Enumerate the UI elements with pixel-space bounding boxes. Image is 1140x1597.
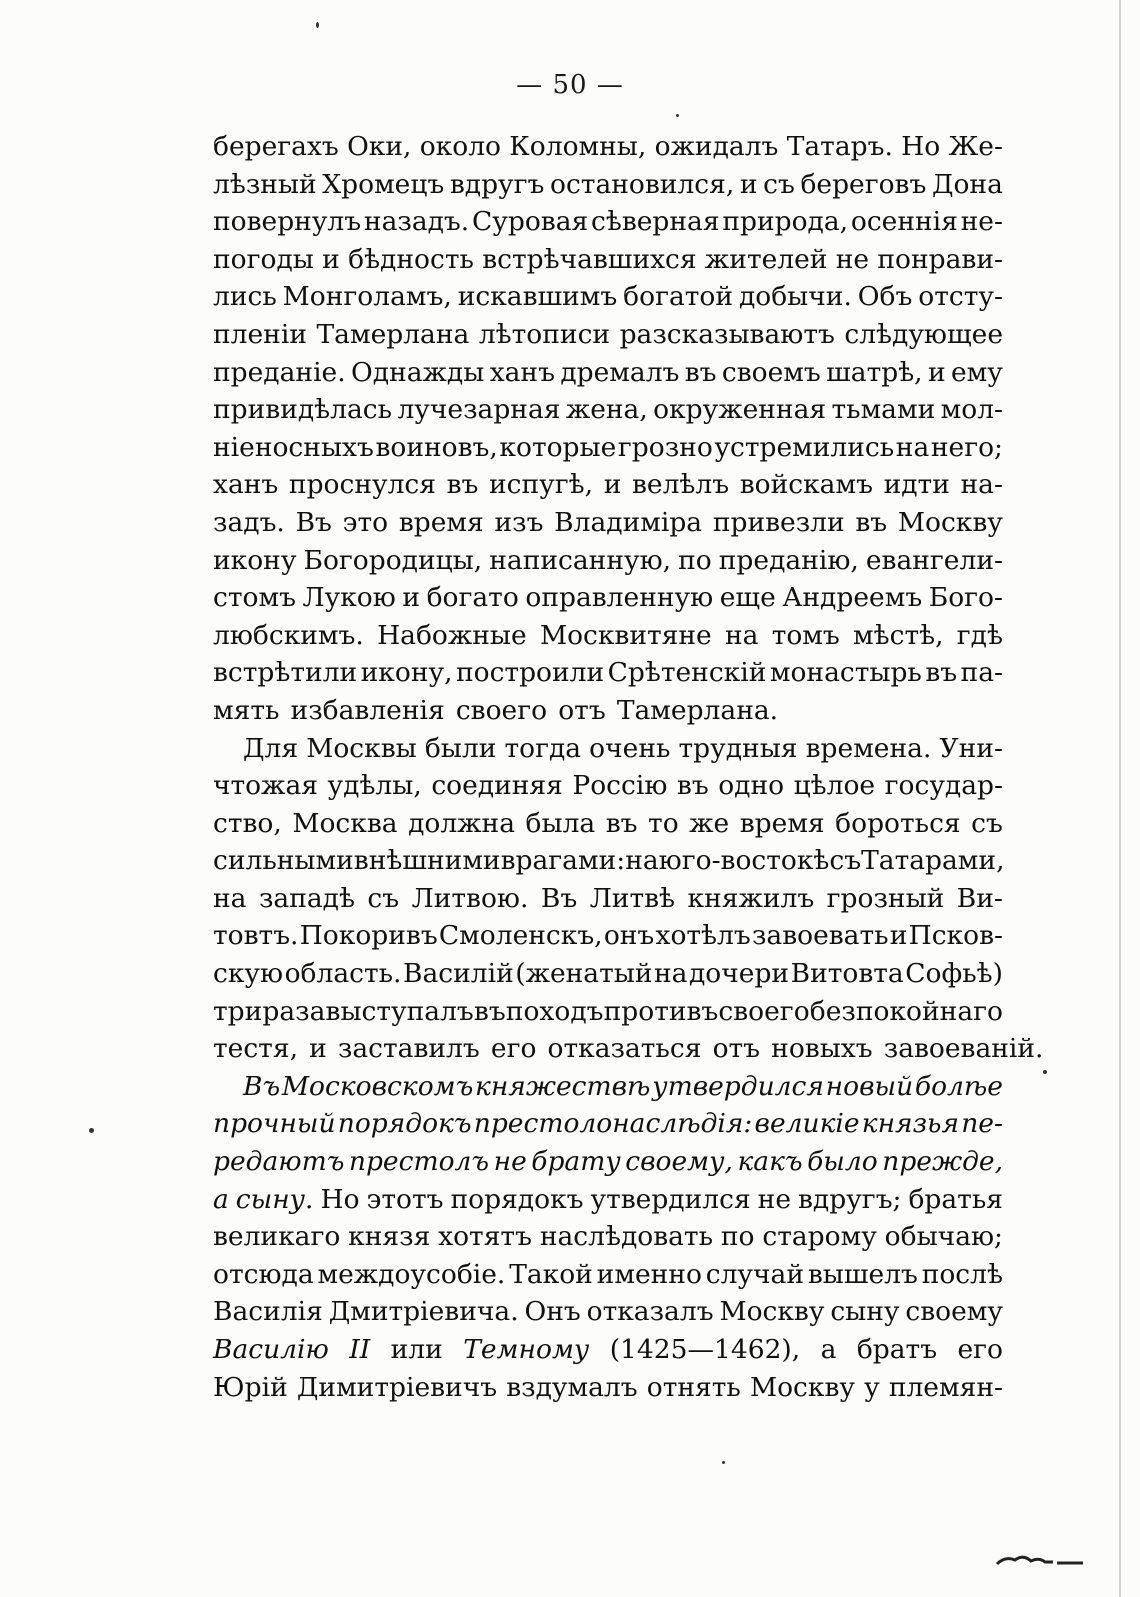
word: Москву — [719, 1296, 825, 1328]
word: на — [654, 958, 688, 990]
word: Москва — [292, 807, 398, 839]
word: въ — [473, 995, 506, 1027]
text-line — [213, 278, 1003, 316]
word: велѣлъ — [631, 469, 730, 501]
word: Онъ — [524, 1296, 581, 1328]
word: по — [720, 1221, 755, 1253]
ink-speck — [316, 22, 319, 28]
word: мѣстѣ, — [853, 619, 944, 651]
word: Срѣтенскій — [607, 657, 767, 689]
word: избавленія — [290, 694, 445, 726]
word: пленіи — [213, 318, 307, 350]
text-line — [213, 1331, 1003, 1369]
word: должна — [408, 807, 516, 839]
word: внѣшними — [353, 845, 501, 877]
word: жителей — [704, 243, 828, 275]
word: завоевать — [751, 920, 889, 952]
word: Литвою. — [411, 882, 529, 914]
word: князя — [348, 1221, 431, 1253]
word: Однажды — [351, 356, 485, 388]
word: въ — [605, 807, 638, 839]
word: вдругъ — [449, 168, 545, 200]
word: редаютъ — [213, 1146, 345, 1178]
text-line — [213, 1068, 1003, 1106]
word: раза — [262, 995, 326, 1027]
word: въ — [676, 770, 709, 802]
word: утвердился — [652, 1070, 824, 1102]
word: прежде, — [882, 1146, 1003, 1178]
ink-speck — [1043, 1070, 1047, 1074]
word: Владиміра — [554, 506, 703, 538]
word: окруженная — [653, 394, 827, 426]
word: воиновъ, — [375, 431, 498, 463]
word: Дона — [931, 168, 1003, 200]
word: Хромецъ — [322, 168, 445, 200]
word: Витовта — [790, 958, 904, 990]
word: великіе — [754, 1108, 860, 1140]
word: брату — [531, 1146, 621, 1178]
ink-speck — [89, 1128, 94, 1133]
word: мять — [213, 694, 280, 726]
word: повернулъ — [213, 206, 362, 238]
word: Набожные — [377, 619, 527, 651]
text-line — [213, 1293, 1003, 1331]
word: отъ — [712, 1033, 761, 1065]
word: Литвѣ — [589, 882, 676, 914]
word: и — [603, 469, 622, 501]
text-line — [213, 128, 1003, 166]
word: выступалъ — [325, 995, 474, 1027]
word: въ — [855, 506, 888, 538]
word: въ — [684, 356, 717, 388]
word: тогда — [504, 732, 582, 764]
text-line — [213, 654, 1003, 692]
text-line — [213, 1256, 1003, 1294]
text-line — [213, 617, 1003, 655]
word: въ — [446, 469, 479, 501]
word: племян- — [888, 1371, 1003, 1403]
word: ство, — [213, 807, 282, 839]
word: вышелъ — [807, 1258, 918, 1290]
text-line — [213, 354, 1003, 392]
word: время — [398, 506, 484, 538]
word: грозный — [826, 882, 945, 914]
word: не — [493, 1146, 527, 1178]
word: Суровая — [472, 206, 589, 238]
word: скую — [213, 958, 284, 990]
word: это — [342, 506, 389, 538]
word: престолъ — [348, 1146, 490, 1178]
word: привидѣлась — [213, 394, 393, 426]
word: Тамерлана — [316, 318, 470, 350]
word: устремились — [714, 431, 895, 463]
word: мол- — [940, 394, 1003, 426]
word: стомъ — [213, 582, 296, 614]
word: тестя, — [213, 1033, 298, 1065]
word: осеннія — [850, 206, 958, 238]
text-line — [213, 1143, 1003, 1181]
word: лѣзный — [213, 168, 317, 200]
word: междоусобіе. — [317, 1258, 506, 1290]
word: на — [625, 845, 659, 877]
word: отказалъ — [586, 1296, 714, 1328]
word: а — [213, 1183, 229, 1215]
word: Василій — [402, 958, 514, 990]
word: II — [349, 1334, 371, 1365]
text-line — [213, 880, 1003, 918]
page-number: — 50 — — [516, 70, 624, 100]
word: же — [689, 807, 730, 839]
word: соединяя — [431, 770, 563, 802]
word: сыну — [830, 1296, 900, 1328]
word: удѣлы, — [327, 770, 422, 802]
word: Москву — [749, 1371, 855, 1403]
word: именно — [596, 1258, 702, 1290]
word: Москвитяне — [539, 619, 712, 651]
word: Бого- — [928, 582, 1003, 614]
word: его — [490, 1033, 537, 1065]
word: очень — [589, 732, 671, 764]
word: отказаться — [547, 1033, 702, 1065]
word: назадъ. — [363, 206, 470, 238]
word: и — [402, 582, 421, 614]
word: старому — [762, 1221, 877, 1253]
word: задъ. — [213, 506, 285, 538]
word: на — [213, 882, 247, 914]
word: хотятъ — [438, 1221, 532, 1253]
word: Псков- — [908, 920, 1003, 952]
text-line — [213, 429, 1003, 467]
text-line — [213, 1369, 1003, 1407]
word: великаго — [213, 1221, 341, 1253]
word: Юрій — [213, 1371, 288, 1403]
word: и — [322, 243, 340, 275]
word: Смоленскъ, — [438, 920, 603, 952]
text-line — [213, 391, 1003, 429]
word: встрѣтили — [213, 657, 358, 689]
word: княжилъ — [687, 882, 815, 914]
word: болѣе — [914, 1070, 1003, 1102]
word: Коломны, — [509, 131, 647, 162]
word: съ — [763, 168, 795, 200]
word: престолонаслѣдія: — [473, 1108, 753, 1140]
word: берегахъ — [213, 131, 339, 162]
word: цѣлое — [793, 770, 876, 802]
word: сильными — [213, 845, 354, 877]
ink-speck — [676, 114, 679, 117]
word: сыну. — [235, 1183, 314, 1215]
word: князья — [861, 1108, 960, 1140]
ink-speck — [722, 1461, 725, 1464]
word: братъ — [856, 1334, 938, 1365]
word: то — [648, 807, 679, 839]
text-line — [213, 241, 1003, 279]
word: лѣтописи — [478, 318, 611, 350]
word: ему — [951, 356, 1003, 388]
text-line — [213, 917, 1003, 955]
word: порядокъ — [450, 1183, 584, 1215]
word: природа, — [722, 206, 849, 238]
word: пе- — [961, 1108, 1003, 1140]
word: порядокъ — [337, 1108, 472, 1140]
text-line — [213, 542, 1003, 580]
word: монастырь — [769, 657, 922, 689]
text-line — [213, 993, 1003, 1031]
word: остановился, — [550, 168, 735, 200]
text-line — [213, 805, 1003, 843]
word: Такой — [509, 1258, 593, 1290]
word: Лукою — [302, 582, 396, 614]
text-line — [213, 203, 1003, 241]
word: дочери — [688, 958, 790, 990]
word: Василія — [213, 1296, 323, 1328]
ink-smudge — [995, 1552, 1085, 1566]
text-line — [213, 955, 1003, 993]
word: съ — [829, 845, 862, 877]
word: привезли — [712, 506, 845, 538]
word: Дмитріевича. — [328, 1296, 519, 1328]
word: братья — [908, 1183, 1003, 1215]
word: его — [957, 1334, 1003, 1365]
word: тьмами — [831, 394, 936, 426]
word: въ — [925, 657, 958, 689]
word: онъ — [603, 920, 655, 952]
word: съ — [367, 882, 400, 914]
word: отнять — [646, 1371, 741, 1403]
text-line — [213, 730, 1003, 768]
word: погоды — [213, 243, 314, 275]
word: своему, — [625, 1146, 733, 1178]
word: сѣверная — [591, 206, 720, 238]
word: новыхъ — [771, 1033, 873, 1065]
word: отсту- — [918, 281, 1003, 313]
word: и — [927, 356, 946, 388]
word: трудныя — [678, 732, 798, 764]
word: икону — [213, 544, 297, 576]
text-line — [213, 1181, 1003, 1219]
word: и — [739, 168, 758, 200]
text-line — [213, 504, 1003, 542]
word: лучезарная — [397, 394, 561, 426]
word: Ви- — [956, 882, 1003, 914]
word: встрѣчавшихся — [482, 243, 697, 275]
word: послѣ — [921, 1258, 1003, 1290]
text-line — [213, 466, 1003, 504]
text-line — [213, 1030, 1044, 1068]
word: ханъ — [213, 469, 279, 501]
word: ханъ — [489, 356, 555, 388]
word: около — [419, 131, 501, 162]
word: Софьѣ) — [905, 958, 1003, 990]
word: Объ — [857, 281, 913, 313]
word: заставилъ — [337, 1033, 480, 1065]
word: Татаръ. — [786, 131, 893, 162]
word: не — [757, 1183, 792, 1215]
word: была — [525, 807, 596, 839]
word: построили — [455, 657, 605, 689]
word: лись — [213, 281, 277, 313]
word: любскимъ. — [213, 619, 364, 651]
word: Въ — [295, 506, 332, 538]
text-line — [213, 692, 1003, 730]
word: ожидалъ — [654, 131, 779, 162]
text-line — [213, 842, 1003, 880]
word: идти — [883, 469, 950, 501]
word: не — [835, 243, 870, 275]
word: у — [864, 1371, 880, 1403]
word: утвердился — [590, 1183, 751, 1215]
word: богатой — [623, 281, 734, 313]
text-line — [213, 166, 1003, 204]
word: какъ — [737, 1146, 803, 1178]
word: вдругъ; — [798, 1183, 902, 1215]
word: юго-востокѣ — [658, 845, 830, 877]
word: государ- — [884, 770, 1003, 802]
word: своемъ — [721, 356, 821, 388]
word: войскамъ — [739, 469, 873, 501]
word: гдѣ — [956, 619, 1003, 651]
word: или — [390, 1334, 443, 1365]
word: Тамерлана. — [616, 694, 779, 726]
page-edge-rule — [1119, 0, 1121, 1597]
word: Россію — [572, 770, 668, 802]
word: которые — [499, 431, 617, 463]
word: своему — [905, 1296, 1003, 1328]
word: по — [678, 544, 712, 576]
body-text — [213, 128, 1044, 1406]
word: понрави- — [877, 243, 1003, 275]
text-line — [213, 316, 1003, 354]
word: добычи. — [738, 281, 852, 313]
word: Андреемъ — [782, 582, 923, 614]
word: чтожая — [213, 770, 319, 802]
word: время — [739, 807, 825, 839]
word: береговъ — [800, 168, 927, 200]
word: на — [724, 619, 759, 651]
word: Для — [243, 732, 299, 764]
word: шатрѣ, — [826, 356, 923, 388]
word: безпокойнаго — [809, 995, 1003, 1027]
word: товтъ. — [213, 920, 299, 952]
word: прочный — [213, 1108, 336, 1140]
word: княжествѣ — [475, 1070, 651, 1102]
word: Оки, — [347, 131, 412, 162]
word: Богородицы, — [303, 544, 483, 576]
word: дремалъ — [560, 356, 680, 388]
word: оправленную — [525, 582, 714, 614]
word: написанную, — [489, 544, 672, 576]
word: Уни- — [939, 732, 1003, 764]
word: отсюда — [213, 1258, 314, 1290]
word: врагами: — [500, 845, 626, 877]
word: преданію, — [718, 544, 859, 576]
word: испугѣ, — [489, 469, 594, 501]
word: противъ — [603, 995, 719, 1027]
word: не- — [960, 206, 1003, 238]
word: новый — [825, 1070, 914, 1102]
word: Же- — [948, 131, 1003, 162]
word: изъ — [494, 506, 544, 538]
word: завоеваній. — [883, 1033, 1044, 1065]
word: три — [213, 995, 263, 1027]
word: Москву — [897, 506, 1003, 538]
word: Московскомъ — [281, 1070, 474, 1102]
word: еще — [719, 582, 776, 614]
word: (женатый — [515, 958, 653, 990]
word: случай — [705, 1258, 804, 1290]
word: отъ — [558, 694, 606, 726]
word: Темному — [463, 1334, 590, 1365]
word: па- — [960, 657, 1003, 689]
word: томъ — [771, 619, 840, 651]
word: (1425—1462), — [609, 1334, 801, 1365]
word: своего — [718, 995, 810, 1027]
word: преданіе. — [213, 356, 346, 388]
word: разсказываютъ — [619, 318, 835, 350]
word: Москвы — [306, 732, 417, 764]
word: вздумалъ — [506, 1371, 638, 1403]
word: Но — [901, 131, 941, 162]
word: на- — [960, 469, 1003, 501]
word: обычаю; — [884, 1221, 1003, 1253]
word: и — [309, 1033, 327, 1065]
word: съ — [971, 807, 1003, 839]
word: икону, — [360, 657, 453, 689]
word: Но — [320, 1183, 360, 1215]
word: было — [807, 1146, 878, 1178]
word: евангели- — [865, 544, 1003, 576]
word: него; — [930, 431, 1003, 463]
word: бѣдность — [348, 243, 474, 275]
word: своего — [455, 694, 548, 726]
word: были — [424, 732, 497, 764]
word: и — [889, 920, 908, 952]
word: западѣ — [258, 882, 355, 914]
word: жена, — [565, 394, 648, 426]
word: Покоривъ — [299, 920, 438, 952]
word: грозно — [617, 431, 713, 463]
word: Василію — [213, 1334, 329, 1365]
word: наслѣдовать — [539, 1221, 714, 1253]
word: а — [820, 1334, 837, 1365]
word: слѣдующее — [844, 318, 1003, 350]
text-line — [213, 579, 1003, 617]
text-line — [213, 767, 1003, 805]
word: походъ — [505, 995, 604, 1027]
text-line — [213, 1218, 1003, 1256]
word: хотѣлъ — [655, 920, 751, 952]
word: Татарами, — [861, 845, 1005, 877]
word: богато — [426, 582, 519, 614]
text-line — [213, 1105, 1003, 1143]
word: область. — [284, 958, 402, 990]
word: Монголамъ, — [282, 281, 452, 313]
word: этотъ — [366, 1183, 444, 1215]
word: проснулся — [288, 469, 436, 501]
word: бороться — [835, 807, 961, 839]
word: на — [895, 431, 930, 463]
word: времена. — [805, 732, 932, 764]
word: Димитріевичъ — [296, 1371, 498, 1403]
word: Въ — [540, 882, 578, 914]
word: Въ — [243, 1070, 281, 1102]
word: искавшимъ — [457, 281, 618, 313]
word: ніеносныхъ — [213, 431, 374, 463]
word: одно — [718, 770, 785, 802]
